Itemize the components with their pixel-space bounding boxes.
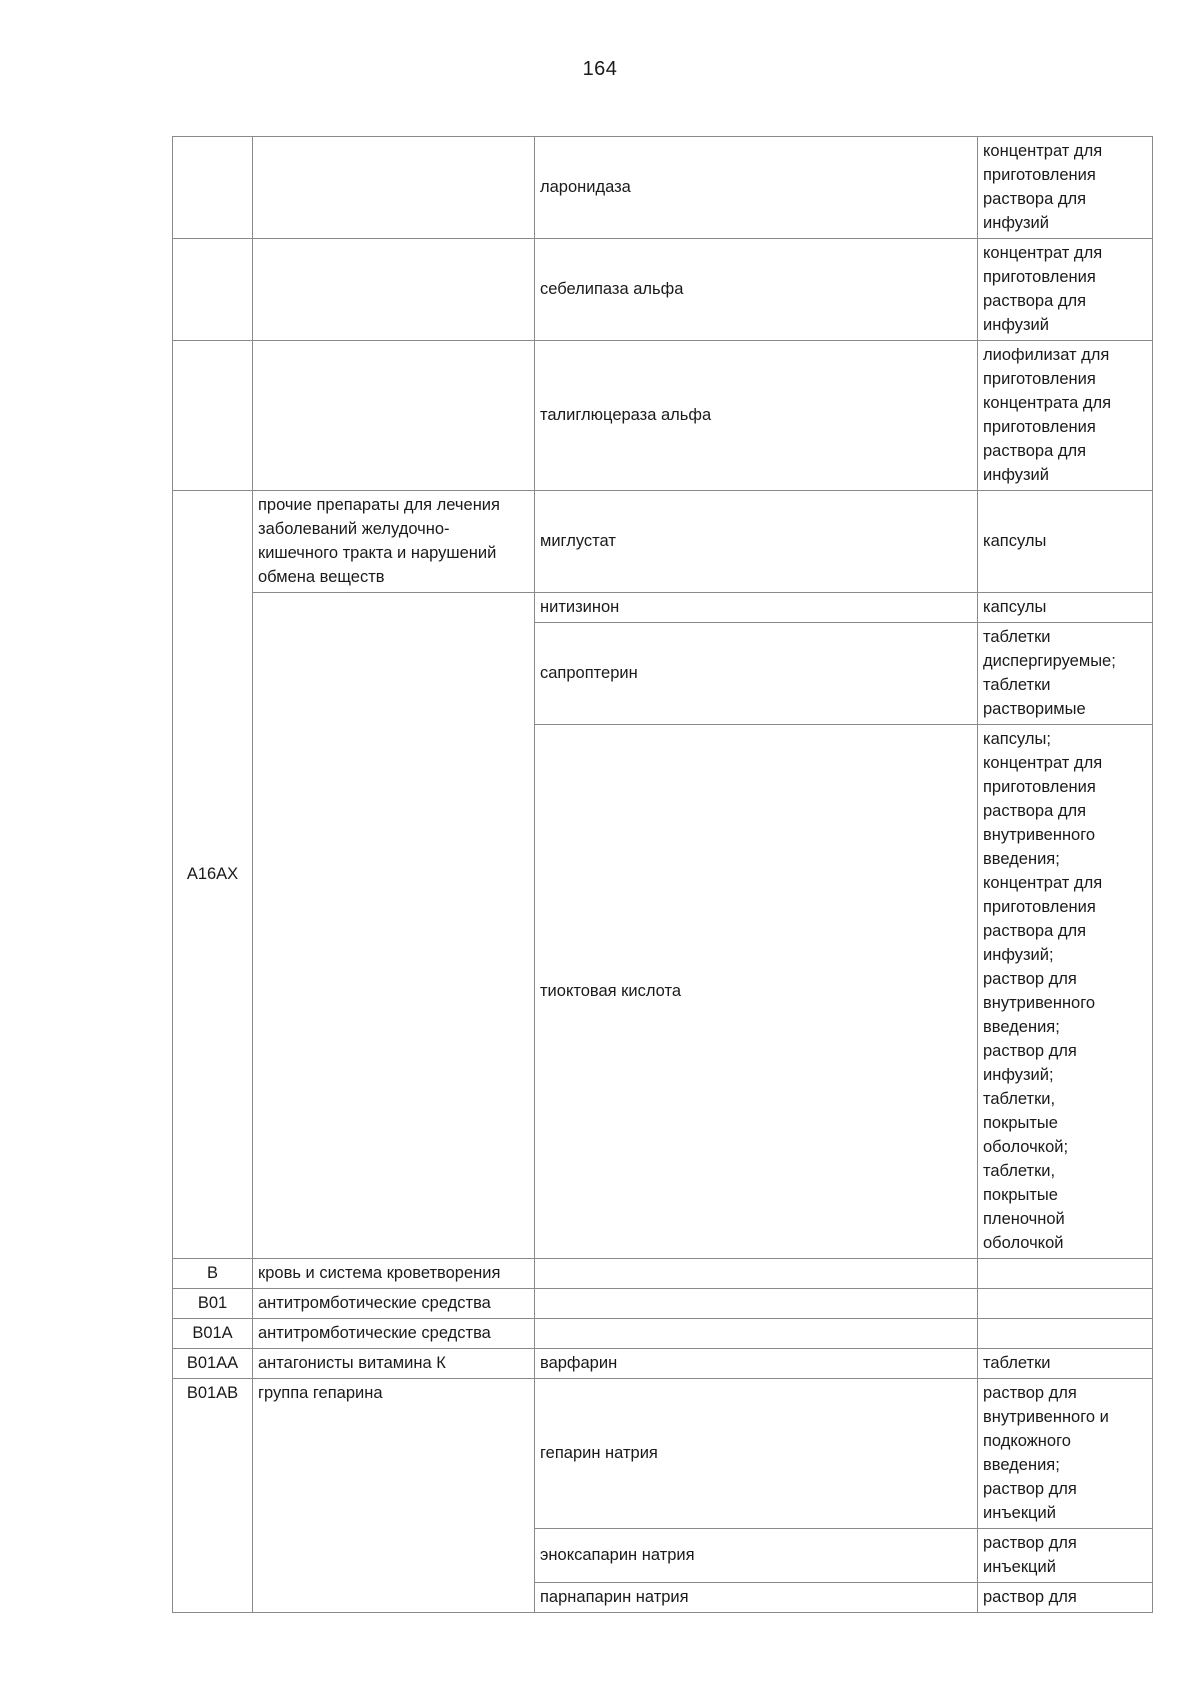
cell-line: капсулы; [983, 730, 1051, 748]
atc-code-cell [173, 239, 253, 341]
table-row [173, 1379, 1153, 1529]
dosage-form-cell [978, 593, 1153, 623]
cell-line: инфузий; [983, 946, 1054, 964]
atc-code-cell: B01 [173, 1289, 253, 1319]
dosage-form-cell [978, 1583, 1153, 1613]
cell-line: оболочкой [983, 1234, 1064, 1252]
group-cell [253, 239, 535, 341]
dosage-form-cell [978, 1289, 1153, 1319]
drug-name-cell [535, 1319, 978, 1349]
page-number: 164 [582, 58, 618, 80]
cell-line: таблетки, [983, 1162, 1056, 1180]
dosage-form-cell [978, 1529, 1153, 1583]
cell-line: раствора для [983, 190, 1087, 208]
cell-line: приготовления [983, 166, 1096, 184]
atc-code-cell: B01AA [173, 1349, 253, 1379]
drug-name-cell: эноксапарин натрия [535, 1529, 978, 1583]
drug-name-cell: варфарин [535, 1349, 978, 1379]
drug-name-cell: сапроптерин [535, 623, 978, 725]
cell-line: приготовления [983, 898, 1096, 916]
cell-line: концентрат для [983, 244, 1103, 262]
cell-line: инфузий [983, 466, 1049, 484]
table-row [173, 137, 1153, 239]
table-row [173, 1349, 1153, 1379]
group-cell: антитромботические средства [253, 1289, 535, 1319]
cell-line: раствор для [983, 1588, 1077, 1606]
cell-line: капсулы [983, 598, 1047, 616]
group-cell: кровь и система кроветворения [253, 1259, 535, 1289]
cell-line: прочие препараты для лечения [258, 496, 500, 514]
cell-line: концентрат для [983, 142, 1103, 160]
drug-name-cell: тиоктовая кислота [535, 725, 978, 1259]
cell-line: таблетки, [983, 1090, 1056, 1108]
cell-line: раствора для [983, 442, 1087, 460]
cell-line: растворимые [983, 700, 1086, 718]
drug-name-cell: нитизинон [535, 593, 978, 623]
cell-line: подкожного [983, 1432, 1071, 1450]
cell-line: капсулы [983, 532, 1047, 550]
cell-line: лиофилизат для [983, 346, 1110, 364]
table-row [173, 1319, 1153, 1349]
dosage-form-cell [978, 137, 1153, 239]
drug-name-cell [535, 1289, 978, 1319]
dosage-form-cell [978, 1379, 1153, 1529]
cell-line: введения; [983, 850, 1060, 868]
group-cell: антагонисты витамина К [253, 1349, 535, 1379]
dosage-form-cell [978, 1319, 1153, 1349]
drug-name-cell: талиглюцераза альфа [535, 341, 978, 491]
cell-line: введения; [983, 1456, 1060, 1474]
table-row [173, 239, 1153, 341]
cell-line: кишечного тракта и нарушений [258, 544, 497, 562]
atc-code-cell: B [173, 1259, 253, 1289]
cell-line: внутривенного [983, 994, 1096, 1012]
cell-line: концентрат для [983, 754, 1103, 772]
table-row [173, 1289, 1153, 1319]
drug-name-cell: парнапарин натрия [535, 1583, 978, 1613]
cell-line: таблетки [983, 676, 1051, 694]
cell-line: инъекций [983, 1504, 1056, 1522]
cell-line: раствора для [983, 922, 1087, 940]
cell-line: таблетки [983, 628, 1051, 646]
cell-line: таблетки [983, 1354, 1051, 1372]
cell-line: раствора для [983, 292, 1087, 310]
group-cell [253, 593, 535, 1259]
drug-table [172, 136, 1153, 1613]
cell-line: раствор для [983, 1042, 1077, 1060]
drug-name-cell: ларонидаза [535, 137, 978, 239]
table-row [173, 593, 1153, 623]
dosage-form-cell [978, 1259, 1153, 1289]
cell-line: инфузий; [983, 1066, 1054, 1084]
dosage-form-cell [978, 491, 1153, 593]
cell-line: приготовления [983, 418, 1096, 436]
cell-line: инфузий [983, 214, 1049, 232]
atc-code-cell: B01A [173, 1319, 253, 1349]
drug-name-cell: себелипаза альфа [535, 239, 978, 341]
cell-line: внутривенного [983, 826, 1096, 844]
cell-line: раствор для [983, 970, 1077, 988]
table-row [173, 491, 1153, 593]
cell-line: раствор для [983, 1534, 1077, 1552]
dosage-form-cell [978, 1349, 1153, 1379]
cell-line: диспергируемые; [983, 652, 1116, 670]
cell-line: пленочной [983, 1210, 1065, 1228]
cell-line: приготовления [983, 268, 1096, 286]
drug-name-cell [535, 1259, 978, 1289]
cell-line: приготовления [983, 778, 1096, 796]
cell-line: приготовления [983, 370, 1096, 388]
dosage-form-cell [978, 341, 1153, 491]
cell-line: раствора для [983, 802, 1087, 820]
cell-line: заболеваний желудочно- [258, 520, 450, 538]
group-cell: группа гепарина [253, 1379, 535, 1613]
cell-line: оболочкой; [983, 1138, 1069, 1156]
cell-line: концентрат для [983, 874, 1103, 892]
table-row [173, 341, 1153, 491]
group-cell [253, 491, 535, 593]
group-cell: антитромботические средства [253, 1319, 535, 1349]
group-cell [253, 341, 535, 491]
table-row [173, 1259, 1153, 1289]
cell-line: обмена веществ [258, 568, 385, 586]
dosage-form-cell [978, 239, 1153, 341]
dosage-form-cell [978, 623, 1153, 725]
cell-line: инфузий [983, 316, 1049, 334]
drug-name-cell: миглустат [535, 491, 978, 593]
cell-line: концентрата для [983, 394, 1112, 412]
atc-code-cell: A16AX [173, 491, 253, 1259]
cell-line: раствор для [983, 1480, 1077, 1498]
atc-code-cell [173, 341, 253, 491]
cell-line: внутривенного и [983, 1408, 1109, 1426]
cell-line: введения; [983, 1018, 1060, 1036]
group-cell [253, 137, 535, 239]
cell-line: покрытые [983, 1186, 1058, 1204]
cell-line: раствор для [983, 1384, 1077, 1402]
cell-line: покрытые [983, 1114, 1058, 1132]
atc-code-cell [173, 137, 253, 239]
drug-name-cell: гепарин натрия [535, 1379, 978, 1529]
dosage-form-cell [978, 725, 1153, 1259]
cell-line: инъекций [983, 1558, 1056, 1576]
atc-code-cell: B01AB [173, 1379, 253, 1613]
